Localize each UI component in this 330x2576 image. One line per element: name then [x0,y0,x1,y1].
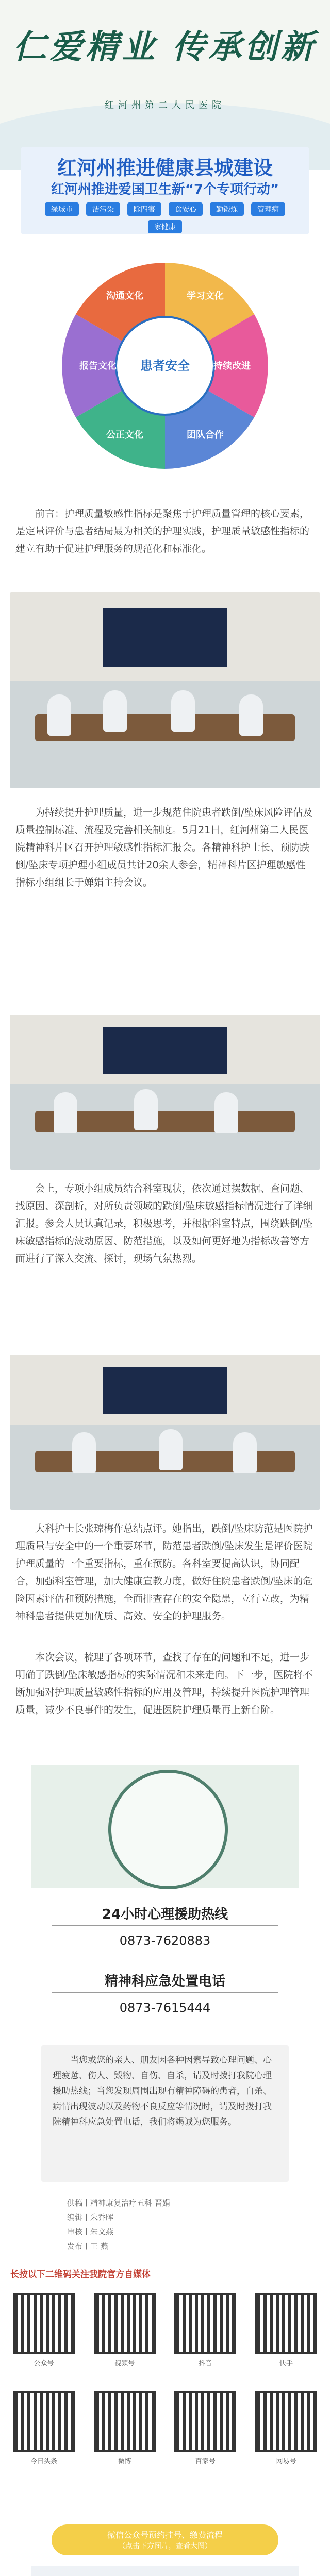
campaign-tag: 食安心 [169,202,203,216]
qr-item[interactable] [91,2391,158,2465]
hospital-emblem-art [31,1765,299,1888]
wechat-guide-button[interactable] [52,2524,278,2555]
qr-row [10,2391,320,2465]
qr-item[interactable] [253,2391,320,2465]
campaign-tag: 家健康 [148,220,182,233]
qr-code-icon[interactable] [174,2391,236,2452]
center-label: 患者安全 [140,359,190,373]
campaign-tag: 除四害 [127,202,161,216]
qr-item[interactable] [10,2391,77,2465]
hospital-header-banner [0,0,330,170]
qr-caption: 快手 [279,2360,293,2367]
campaign-tag: 绿城市 [45,202,79,216]
segment-label: 公正文化 [106,430,143,440]
campaign-tags [31,202,299,233]
credit-line: 编辑丨朱乔晖 [67,2213,114,2222]
meeting-photo [10,592,320,788]
campaign-tag: 管理病 [251,202,285,216]
qr-code-icon[interactable] [13,2293,75,2354]
segment-label: 学习文化 [187,291,224,301]
qr-caption: 视频号 [114,2360,135,2367]
meeting-photo [10,1015,320,1170]
discussion-paragraph: 会上，专项小组成员结合科室现状，依次通过摆数据、查问题、找原因、深剖析，对所负责领域的跌倒/坠床敏感指标情况进行了详细汇报。参会人员认真记录，积极思考，并根据科室特点，围绕跌倒/坠床敏感指标的波动原因、防范措施，以及如何更好地为指标改善等方面进行了深入交流、探讨，现场气氛热烈。 [15,1183,313,1264]
emergency-heading: 精神科应急处置电话 [104,1974,225,1989]
qr-item[interactable] [172,2293,239,2367]
psych-hotline-heading: 24小时心理援助热线 [102,1907,228,1922]
segment-label: 团队合作 [187,430,224,440]
qr-item[interactable] [172,2391,239,2465]
hospital-emblem-icon [108,1770,228,1889]
meeting-photo [10,1355,320,1510]
hospital-name: 红河州第二人民医院 [105,100,225,111]
qr-caption: 抖音 [199,2360,212,2367]
credit-line: 发布丨王 燕 [67,2242,108,2251]
qr-item[interactable] [91,2293,158,2367]
campaign-tag: 勤锻炼 [210,202,244,216]
hotline-notice-text: 当您或您的亲人、朋友因各种因素导致心理问题、心理疲惫、伤人、毁物、自伤、自杀，请及时拨打我院心理援助热线；当您发现周围出现有精神障碍的患者，自杀、病情出现波动以及药物不良反应等情况时，请及时拨打我院精神科应急处置电话，我们将竭诚为您服务。 [53,2055,272,2127]
summary-paragraph: 大科护士长张琼梅作总结点评。她指出，跌倒/坠床防范是医院护理质量与安全中的一个重要环节，防范患者跌倒/坠床发生是评价医院护理质量的一个重要指标，重在预防。各科室要提高认识，协同配合，加强科室管理，加大健康宣教力度，做好住院患者跌倒/坠床的危险因素评估和预防措施，全面排查存在的安全隐患，立行立改，为精神科患者提供更加优质、高效、安全的护理服务。 [15,1523,313,1622]
wechat-guide-title: 微信公众号预约挂号、缴费流程 [107,2530,223,2540]
campaign-tag: 洁污染 [86,202,120,216]
qr-section-title: 长按以下二维码关注我院官方自媒体 [10,2269,151,2280]
qr-item[interactable] [10,2293,77,2367]
qr-caption: 百家号 [195,2458,216,2465]
intro-paragraph: 前言：护理质量敏感性指标是聚焦于护理质量管理的核心要素，是定量评价与患者结局最为相关的护理实践，护理质量敏感性指标的建立有助于促进护理服务的规范化和标准化。 [15,508,310,554]
hospital-slogan: 仁爱精业 传承创新 [13,28,317,66]
qr-row [10,2293,320,2367]
campaign-banner [21,147,309,234]
qr-item[interactable] [253,2293,320,2367]
campaign-subtitle: 红河州推进爱国卫生新“7个专项行动” [51,182,279,197]
qr-caption: 微博 [118,2458,131,2465]
psych-hotline-number[interactable]: 0873-7620883 [119,1934,211,1948]
qr-code-icon[interactable] [94,2293,156,2354]
hotline-notice [41,2045,289,2182]
emergency-number[interactable]: 0873-7615444 [119,2001,211,2015]
divider [52,1992,278,1993]
qr-caption: 网易号 [276,2458,296,2465]
segment-label: 报告文化 [79,361,117,371]
patient-safety-diagram [41,252,289,479]
qr-code-icon[interactable] [174,2293,236,2354]
wechat-guide-hint: （点击下方图片，查看大图） [118,2542,212,2550]
wechat-guide-image[interactable] [31,2566,299,2576]
qr-code-icon[interactable] [13,2391,75,2452]
campaign-title: 红河州推进健康县城建设 [57,157,273,179]
segment-label: 沟通文化 [106,291,143,301]
divider [52,1925,278,1926]
qr-code-icon[interactable] [255,2293,317,2354]
conclusion-paragraph: 本次会议，梳理了各项环节，查找了存在的问题和不足，进一步明确了跌倒/坠床敏感指标的实际情况和未来走向。下一步，医院将不断加强对护理质量敏感性指标的应用及管理，持续提升医院护理管理质量，减少不良事件的发生，促进医院护理质量再上新台阶。 [15,1652,313,1716]
segment-label: 持续改进 [213,361,251,371]
article-credits [67,2196,294,2253]
hotline-card [31,1765,299,2187]
credit-line: 审核丨朱文燕 [67,2227,114,2236]
meeting-paragraph: 为持续提升护理质量，进一步规范住院患者跌倒/坠床风险评估及质量控制标准、流程及完善相关制度。5月21日，红河州第二人民医院精神科片区召开护理敏感性指标汇报会。各精神科护士长、预防跌倒/坠床专项护理小组成员共计20余人参会，精神科片区护理敏感性指标小组组长于婵娟主持会议。 [15,807,313,888]
qr-caption: 公众号 [34,2360,54,2367]
qr-code-icon[interactable] [94,2391,156,2452]
safety-culture-wheel [41,252,289,479]
qr-code-icon[interactable] [255,2391,317,2452]
credit-line: 供稿丨精神康复治疗五科 晋娟 [67,2198,170,2208]
qr-caption: 今日头条 [30,2458,57,2465]
